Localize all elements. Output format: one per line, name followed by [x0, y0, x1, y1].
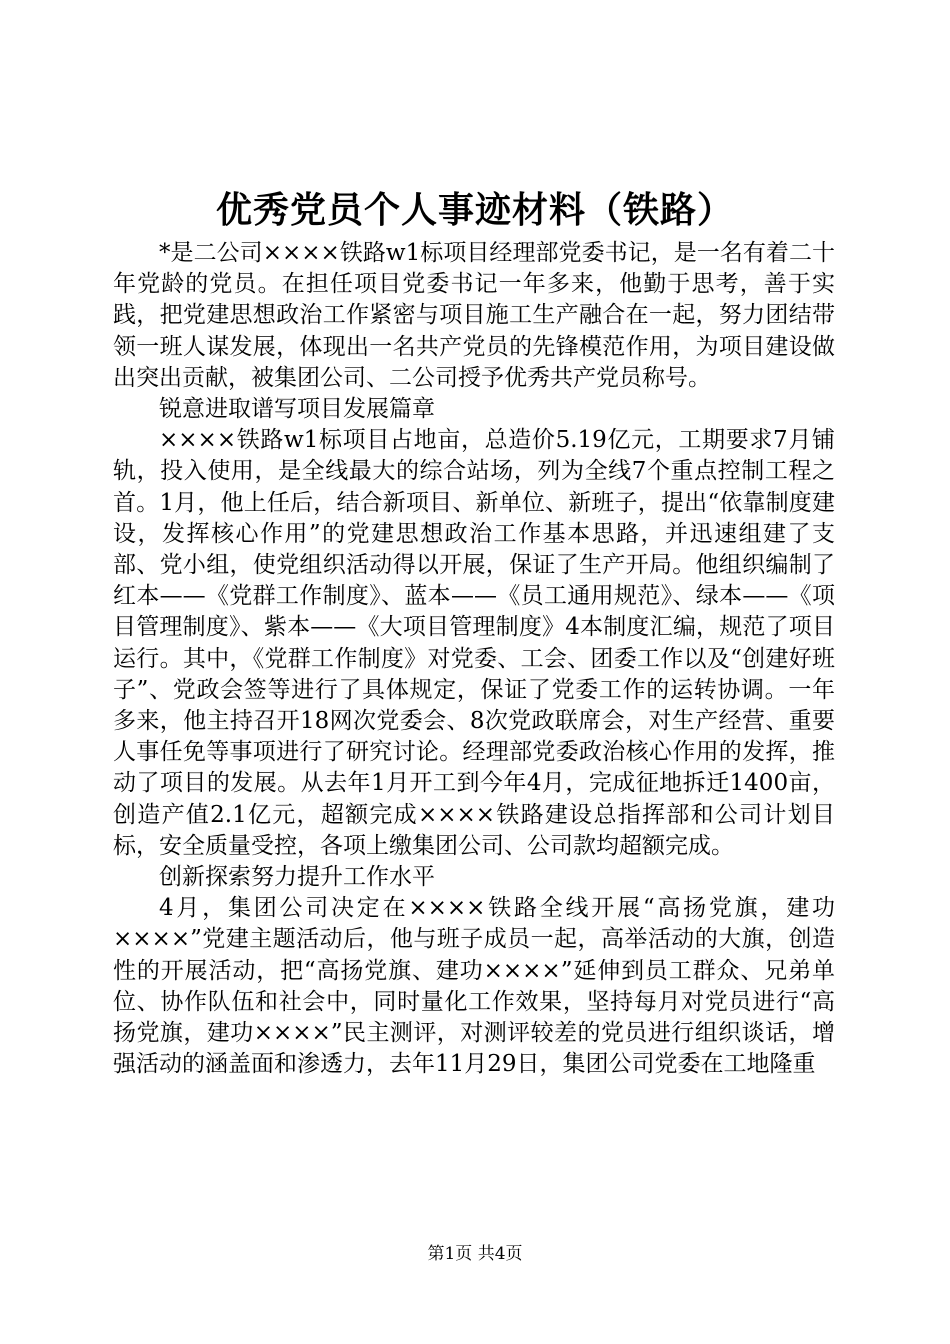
document-title: 优秀党员个人事迹材料（铁路） — [215, 189, 734, 231]
page-number-footer: 第1页 共4页 — [427, 1244, 523, 1264]
document-body — [113, 238, 835, 1080]
paragraph: *是二公司××××铁路w1标项目经理部党委书记，是一名有着二十年党龄的党员。在担任项目党委书记一年多来，他勤于思考，善于实践，把党建思想政治工作紧密与项目施工生产融合在一起，努力团结带领一班人谋发展，体现出一名共产党员的先锋模范作用，为项目建设做出突出贡献，被集团公司、二公司授予优秀共产党员称号。 — [113, 240, 835, 391]
paragraph: 4月，集团公司决定在××××铁路全线开展“高扬党旗，建功××××”党建主题活动后，他与班子成员一起，高举活动的大旗，创造性的开展活动，把“高扬党旗、建功××××”延伸到员工群众、兄弟单位、协作队伍和社会中，同时量化工作效果，坚持每月对党员进行“高扬党旗，建功××××”民主测评，对测评较差的党员进行组织谈话，增强活动的涵盖面和渗透力，去年11月29日，集团公司党委在工地隆重 — [113, 895, 835, 1078]
section-heading: 锐意进取谱写项目发展篇章 — [159, 396, 435, 423]
section-heading: 创新探索努力提升工作水平 — [159, 864, 435, 891]
paragraph: ××××铁路w1标项目占地亩，总造价5.19亿元，工期要求7月铺轨，投入使用，是全线最大的综合站场，列为全线7个重点控制工程之首。1月，他上任后，结合新项目、新单位、新班子，提出“依靠制度建设，发挥核心作用”的党建思想政治工作基本思路，并迅速组建了支部、党小组，使党组织活动得以开展，保证了生产开局。他组织编制了红本——《党群工作制度》、蓝本——《员工通用规范》、绿本——《项目管理制度》、紫本——《大项目管理制度》4本制度汇编，规范了项目运行。其中，《党群工作制度》对党委、工会、团委工作以及“创建好班子”、党政会签等进行了具体规定，保证了党委工作的运转协调。一年多来，他主持召开18网次党委会、8次党政联席会，对生产经营、重要人事任免等事项进行了研究讨论。经理部党委政治核心作用的发挥，推动了项目的发展。从去年1月开工到今年4月，完成征地拆迁1400亩，创造产值2.1亿元，超额完成××××铁路建设总指挥部和公司计划目标，安全质量受控，各项上缴集团公司、公司款均超额完成。 — [113, 427, 835, 859]
